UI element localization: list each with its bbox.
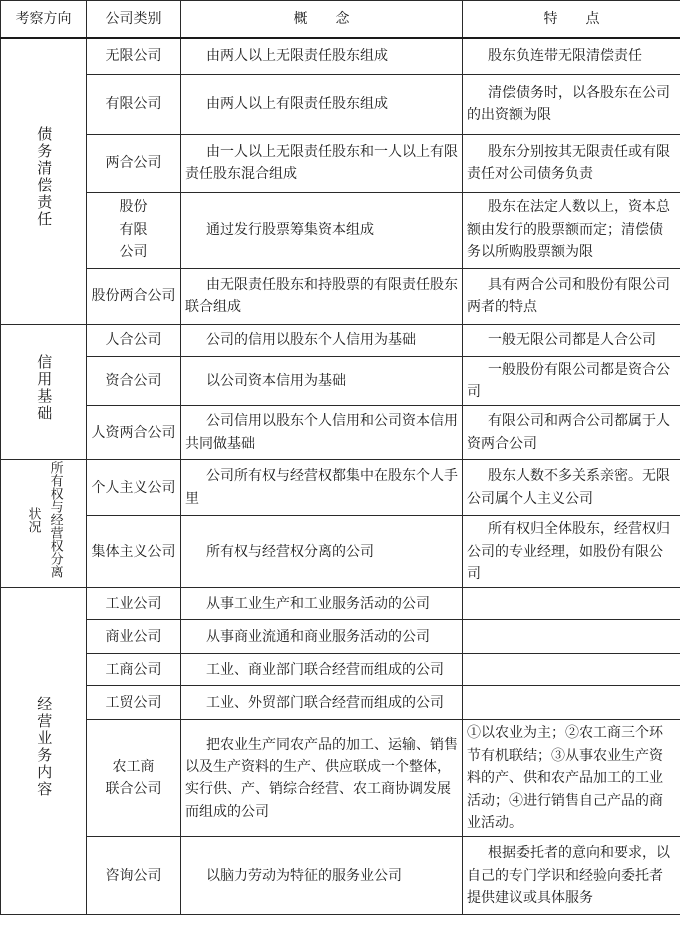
concept-cell: 以公司资本信用为基础 <box>181 356 463 406</box>
company-type: 股份 有限 公司 <box>87 192 181 268</box>
company-type: 咨询公司 <box>87 837 181 915</box>
table-row <box>1 720 680 837</box>
feature-cell: 具有两合公司和股份有限公司两者的特点 <box>463 268 680 324</box>
concept-cell: 公司信用以股东个人信用和公司资本信用共同做基础 <box>181 406 463 460</box>
company-type: 集体主义公司 <box>87 516 181 588</box>
group-debt-liability: 债务清偿责任 <box>1 38 87 324</box>
feature-cell <box>463 620 680 654</box>
table-row <box>1 192 680 268</box>
table-row <box>1 686 680 720</box>
table-row <box>1 324 680 356</box>
feature-cell: 股东在法定人数以上，资本总额由发行的股票额而定；清偿债务以所购股票额为限 <box>463 192 680 268</box>
table-row <box>1 356 680 406</box>
concept-cell: 把农业生产同农产品的加工、运输、销售以及生产资料的生产、供应联成一个整体，实行供、产、销综合经营、农工商协调发展而组成的公司 <box>181 720 463 837</box>
concept-cell: 工业、外贸部门联合经营而组成的公司 <box>181 686 463 720</box>
company-type: 工贸公司 <box>87 686 181 720</box>
table-row <box>1 74 680 134</box>
concept-cell: 由一人以上无限责任股东和一人以上有限责任股东混合组成 <box>181 134 463 192</box>
company-type: 股份两合公司 <box>87 268 181 324</box>
group-credit-basis: 信用基础 <box>1 324 87 460</box>
header-feature: 特 点 <box>463 1 680 39</box>
feature-cell: 有限公司和两合公司都属于人资两合公司 <box>463 406 680 460</box>
concept-cell: 公司的信用以股东个人信用为基础 <box>181 324 463 356</box>
table-row <box>1 837 680 915</box>
concept-cell: 通过发行股票筹集资本组成 <box>181 192 463 268</box>
concept-cell: 由无限责任股东和持股票的有限责任股东联合组成 <box>181 268 463 324</box>
table-row <box>1 620 680 654</box>
feature-cell: 所有权归全体股东，经营权归公司的专业经理，如股份有限公司 <box>463 516 680 588</box>
concept-cell: 公司所有权与经营权都集中在股东个人手里 <box>181 460 463 516</box>
group-ownership-separation: 所有权与经营权分离状况 <box>1 460 87 588</box>
feature-cell: 根据委托者的意向和要求，以自己的专门学识和经验向委托者提供建议或具体服务 <box>463 837 680 915</box>
concept-cell: 由两人以上有限责任股东组成 <box>181 74 463 134</box>
header-company-type: 公司类别 <box>87 1 181 39</box>
company-type: 工商公司 <box>87 654 181 686</box>
concept-cell: 以脑力劳动为特征的服务业公司 <box>181 837 463 915</box>
table-row <box>1 516 680 588</box>
table-row <box>1 654 680 686</box>
feature-cell <box>463 588 680 620</box>
company-type: 人合公司 <box>87 324 181 356</box>
group-business-content: 经营业务内容 <box>1 588 87 915</box>
feature-cell: 清偿债务时，以各股东在公司的出资额为限 <box>463 74 680 134</box>
company-type: 商业公司 <box>87 620 181 654</box>
feature-cell: 股东分别按其无限责任或有限责任对公司债务负责 <box>463 134 680 192</box>
company-type: 有限公司 <box>87 74 181 134</box>
concept-cell: 从事工业生产和工业服务活动的公司 <box>181 588 463 620</box>
table-row <box>1 38 680 74</box>
company-type: 两合公司 <box>87 134 181 192</box>
company-type: 资合公司 <box>87 356 181 406</box>
header-aspect: 考察方向 <box>1 1 87 39</box>
feature-cell <box>463 686 680 720</box>
concept-cell: 工业、商业部门联合经营而组成的公司 <box>181 654 463 686</box>
company-type: 农工商 联合公司 <box>87 720 181 837</box>
feature-cell: ①以农业为主；②农工商三个环节有机联结；③从事农业生产资料的产、供和农产品加工的工业活动；④进行销售自己产品的商业活动。 <box>463 720 680 837</box>
feature-cell: 股东负连带无限清偿责任 <box>463 38 680 74</box>
feature-cell: 股东人数不多关系亲密。无限公司属个人主义公司 <box>463 460 680 516</box>
feature-cell: 一般无限公司都是人合公司 <box>463 324 680 356</box>
header-concept: 概 念 <box>181 1 463 39</box>
company-type: 无限公司 <box>87 38 181 74</box>
table-row <box>1 406 680 460</box>
table-row <box>1 268 680 324</box>
concept-cell: 由两人以上无限责任股东组成 <box>181 38 463 74</box>
company-type: 人资两合公司 <box>87 406 181 460</box>
feature-cell: 一般股份有限公司都是资合公司 <box>463 356 680 406</box>
company-type: 工业公司 <box>87 588 181 620</box>
feature-cell <box>463 654 680 686</box>
table-row <box>1 134 680 192</box>
concept-cell: 所有权与经营权分离的公司 <box>181 516 463 588</box>
header-row <box>1 1 680 39</box>
table-row <box>1 588 680 620</box>
company-type: 个人主义公司 <box>87 460 181 516</box>
concept-cell: 从事商业流通和商业服务活动的公司 <box>181 620 463 654</box>
table-row <box>1 460 680 516</box>
